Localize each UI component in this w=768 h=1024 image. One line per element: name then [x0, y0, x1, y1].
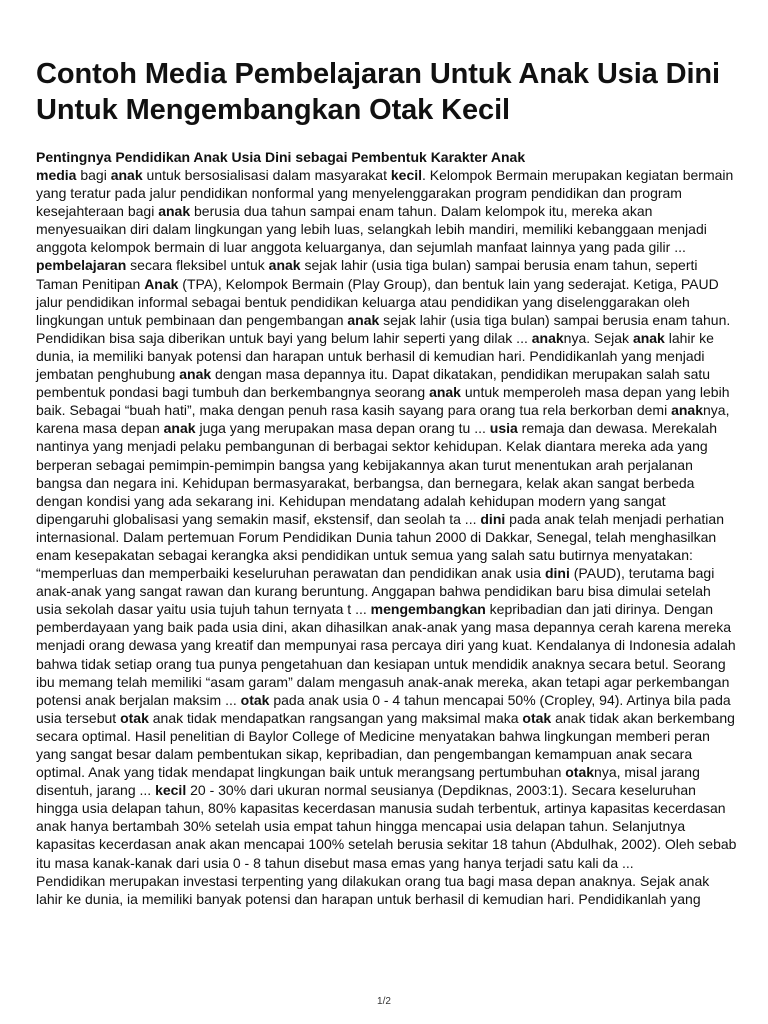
- highlighted-keyword: dini: [480, 510, 506, 527]
- highlighted-keyword: kecil: [390, 167, 423, 183]
- highlighted-keyword: anak: [163, 420, 196, 437]
- highlighted-keyword: mengembangkan: [370, 601, 486, 618]
- page-title: Contoh Media Pembelajaran Untuk Anak Usia Dini Untuk Mengembangkan Otak Kecil: [36, 58, 721, 126]
- highlighted-keyword: anak: [429, 384, 461, 401]
- highlighted-keyword: pembelajaran: [36, 257, 127, 274]
- highlighted-keyword: anak: [158, 203, 191, 220]
- highlighted-keyword: otak: [522, 709, 552, 726]
- highlighted-keyword: anak: [110, 167, 143, 183]
- highlighted-keyword: otak: [240, 691, 270, 708]
- highlighted-keyword: anak: [632, 329, 665, 346]
- highlighted-keyword: anak: [671, 402, 704, 419]
- section-heading: Pentingnya Pendidikan Anak Usia Dini sebagai Pembentuk Karakter Anak: [36, 149, 526, 165]
- highlighted-keyword: anak: [179, 366, 212, 383]
- highlighted-keyword: otak: [120, 709, 149, 726]
- highlighted-keyword: otak: [565, 764, 595, 781]
- highlighted-keyword: anak: [531, 329, 564, 346]
- highlighted-keyword: anak: [347, 311, 380, 328]
- highlighted-keyword: Anak: [144, 275, 179, 292]
- document-page: [36, 56, 738, 908]
- highlighted-keyword: media: [36, 167, 77, 183]
- highlighted-keyword: anak: [268, 257, 301, 274]
- body-paragraph-2: Pendidikan merupakan investasi terpenting yang dilakukan orang tua bagi masa depan anaknya. Sejak anak lahir ke dunia, ia memiliki banyak potensi dan harapan untuk berhasil di kemudian hari. Pendidikanlah yang: [36, 872, 710, 907]
- highlighted-keyword: dini: [544, 565, 570, 582]
- highlighted-keyword: usia: [489, 420, 518, 437]
- page-number: 1/2: [377, 996, 391, 1007]
- highlighted-keyword: kecil: [155, 782, 187, 799]
- body-paragraph-1: media bagi anak untuk bersosialisasi dalam masyarakat kecil. Kelompok Bermain merupakan kegiatan bermain yang teratur pada jalur pendidikan nonformal yang menyelenggarakan program pendidikan dan program kesejahteraan bagi anak berusia dua tahun sampai enam tahun. Dalam kelompok itu, mereka akan menyesuaikan diri dalam lingkungan yang lebih luas, selangkah lebih mandiri, memiliki kebanggaan menjadi anggota kelompok bermain di luar anggota keluarganya, dan sejumlah manfaat lainnya yang pada gilir ... pembelajaran secara fleksibel untuk anak sejak lahir (usia tiga bulan) sampai berusia enam tahun, seperti Taman Penitipan Anak (TPA), Kelompok Bermain (Play Group), dan bentuk lain yang sederajat. Ketiga, PAUD jalur pendidikan informal sebagai bentuk pendidikan keluarga atau pendidikan yang diselenggarakan oleh lingkungan untuk pembinaan dan pengembangan anak sejak lahir (usia tiga bulan) sampai berusia enam tahun. Pendidikan bisa saja diberikan untuk bayi yang belum lahir seperti yang dilak ... anaknya. Sejak anak lahir ke dunia, ia memiliki banyak potensi dan harapan untuk berhasil di kemudian hari. Pendidikanlah yang menjadi jembatan penghubung anak dengan masa depannya itu. Dapat dikatakan, pendidikan merupakan salah satu pembentuk pondasi bagi tumbuh dan berkembangnya seorang anak untuk memperoleh masa depan yang lebih baik. Sebagai “buah hati”, maka dengan penuh rasa kasih sayang para orang tua rela berkorban demi anaknya, karena masa depan anak juga yang merupakan masa depan orang tu ... usia remaja dan dewasa. Merekalah nantinya yang menjadi pelaku pembangunan di berbagai sektor kehidupan. Kelak diantara mereka ada yang berperan sebagai pemimpin-pemimpin bangsa yang kebijakannya akan turut menentukan arah perjalanan bangsa dan negara ini. Kehidupan bermasyarakat, berbangsa, dan bernegara, kelak akan sangat berbeda dengan kondisi yang ada sekarang ini. Kehidupan mendatang adalah kehidupan modern yang sangat dipengaruhi globalisasi yang semakin masif, ekstensif, dan seolah ta ... dini pada anak telah menjadi perhatian internasional. Dalam pertemuan Forum Pendidikan Dunia tahun 2000 di Dakkar, Senegal, telah menghasilkan enam kesepakatan sebagai kerangka aksi pendidikan untuk semua yang salah satu butirnya menyatakan: “memperluas dan memperbaiki keseluruhan perawatan dan pendidikan anak usia dini (PAUD), terutama bagi anak-anak yang sangat rawan dan kurang beruntung. Anggapan bahwa pendidikan baru bisa dimulai setelah usia sekolah dasar yaitu usia tujuh tahun ternyata t ... mengembangkan kepribadian dan jati dirinya. Dengan pemberdayaan yang baik pada usia dini, akan dihasilkan anak-anak yang masa depannya cerah karena mereka menjadi orang dewasa yang kreatif dan mempunyai rasa percaya diri yang kuat. Kendalanya di Indonesia adalah bahwa tidak setiap orang tua punya pengetahuan dan kesiapan untuk mendidik anaknya secara betul. Seorang ibu memang telah memiliki “asam garam” dalam mengasuh anak-anak mereka, akan tetapi agar perkembangan potensi anak berjalan maksim ... otak pada anak usia 0 - 4 tahun mencapai 50% (Cropley, 94). Artinya bila pada usia tersebut otak anak tidak mendapatkan rangsangan yang maksimal maka otak anak tidak akan berkembang secara optimal. Hasil penelitian di Baylor College of Medicine menyatakan bahwa lingkungan memberi peran yang sangat besar dalam pembentukan sikap, kepribadian, dan pengembangan kemampuan anak secara optimal. Anak yang tidak mendapat lingkungan baik untuk merangsang pertumbuhan otaknya, misal jarang disentuh, jarang ... kecil 20 - 30% dari ukuran normal seusianya (Depdiknas, 2003:1). Secara keseluruhan hingga usia delapan tahun, 80% kapasitas kecerdasan manusia sudah terbentuk, artinya kapasitas kecerdasan anak hanya bertambah 30% setelah usia empat tahun hingga mencapai usia delapan tahun. Selanjutnya kapasitas kecerdasan anak akan mencapai 100% setelah berusia sekitar 18 tahun (Abdulhak, 2002). Oleh sebab itu masa kanak-kanak dari usia 0 - 8 tahun disebut masa emas yang hanya terjadi satu kali da ...: [36, 167, 737, 871]
